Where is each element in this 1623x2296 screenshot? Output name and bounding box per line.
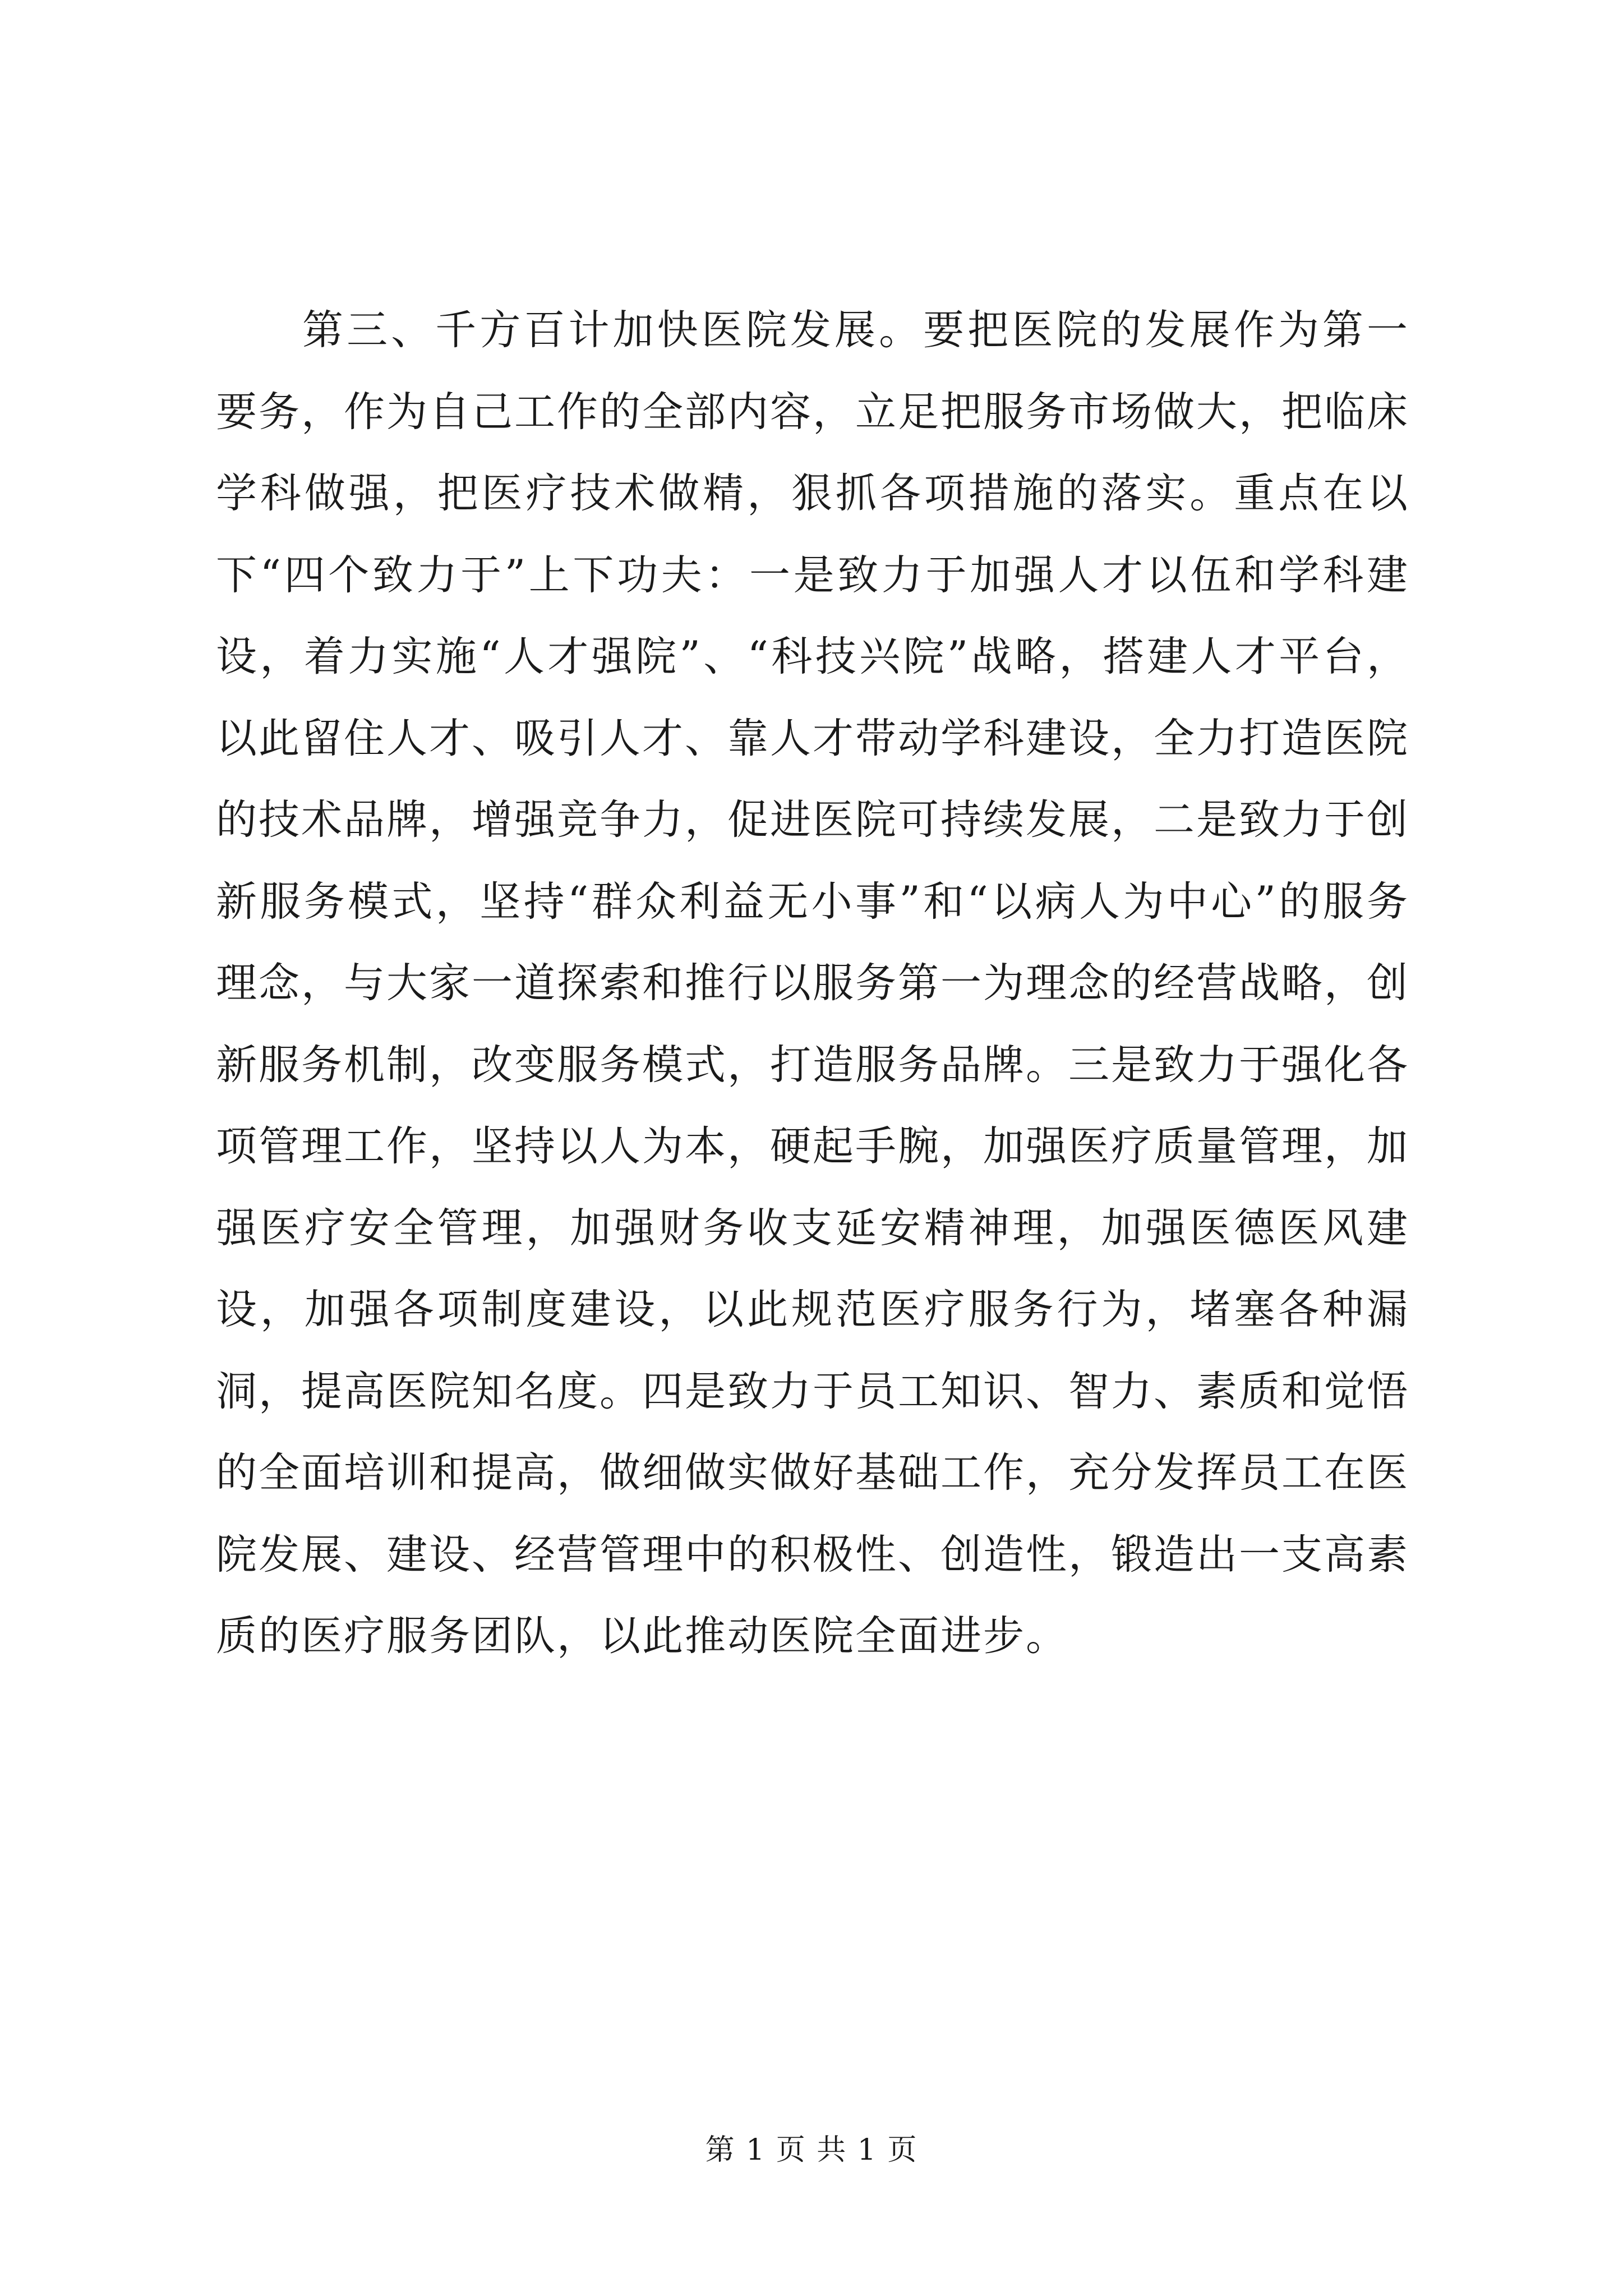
body-paragraph: 第三、千方百计加快医院发展。要把医院的发展作为第一要务，作为自己工作的全部内容，立足把服务市场做大，把临床学科做强，把医疗技术做精，狠抓各项措施的落实。重点在以下“四个致力于”上下功夫：一是致力于加强人才以伍和学科建设，着力实施“人才强院”、“科技兴院”战略，搭建人才平台，以此留住人才、吸引人才、靠人才带动学科建设，全力打造医院的技术品牌，增强竞争力，促进医院可持续发展，二是致力于创新服务模式，坚持“群众利益无小事”和“以病人为中心”的服务理念，与大家一道探索和推行以服务第一为理念的经营战略，创新服务机制，改变服务模式，打造服务品牌。三是致力于强化各项管理工作，坚持以人为本，硬起手腕，加强医疗质量管理，加强医疗安全管理，加强财务收支延安精神理，加强医德医风建设，加强各项制度建设，以此规范医疗服务行为，堵塞各种漏洞，提高医院知名度。四是致力于员工知识、智力、素质和觉悟的全面培训和提高，做细做实做好基础工作，充分发挥员工在医院发展、建设、经营管理中的积极性、创造性，锻造出一支高素质的医疗服务团队，以此推动医院全面进步。 [216, 306, 1409, 1660]
page-footer: 第 1 页 共 1 页 [705, 2133, 918, 2167]
